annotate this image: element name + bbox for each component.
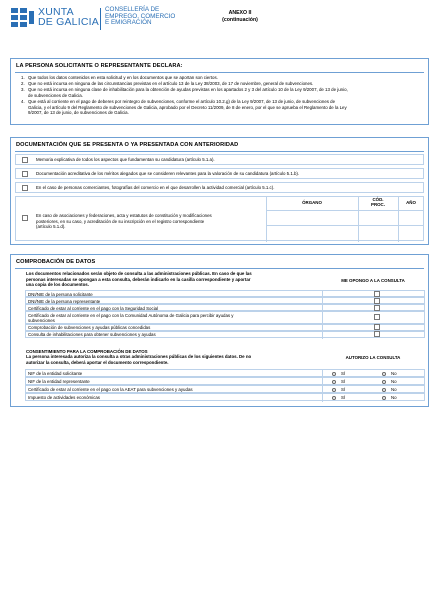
consent-yes-radio[interactable] <box>332 396 336 400</box>
consent-row-label: Impuesto de actividades económicas <box>28 395 100 400</box>
authorize-header: AUTORIZO LA CONSULTA <box>345 355 401 360</box>
declaration-item-number: 2. <box>21 81 25 87</box>
intro-line3: una copia de los documentos. <box>26 282 89 288</box>
oppose-row-label: Certificado de estar al corriente en el pago con la Seguridad Social <box>28 305 159 311</box>
intro-line2: personas interesadas se opongan a esta consulta, deberán indicarlo en la casilla correspondiente y aportar <box>26 276 251 282</box>
oppose-row-label: DNI/NIE de la persona solicitante <box>28 291 93 297</box>
consent-row <box>25 377 425 385</box>
consent-yes-label: SÍ <box>341 379 346 384</box>
consent-no-radio[interactable] <box>382 396 386 400</box>
doc-item-4 <box>36 213 212 230</box>
department-name <box>105 7 175 27</box>
declaration-item-text: de subvenciones de Galicia. <box>28 92 83 98</box>
declaration-item-number: 1. <box>21 75 25 80</box>
consent-yes-label: SÍ <box>341 387 346 392</box>
col-organo: ÓRGANO <box>302 200 322 205</box>
doc-item-2: Documentación acreditativa de los méritos alegados que se consideren relevantes para la valoración de su candidatura (artículo 5.1.b). <box>36 171 300 176</box>
doc-item-4-line1: En caso de asociaciones y federaciones, acta y estatutos de constitución y modificaciones <box>36 213 212 218</box>
consent-intro <box>26 354 316 365</box>
consent-yes-radio[interactable] <box>332 372 336 376</box>
oppose-row <box>25 324 425 331</box>
declaration-item-number: 3. <box>21 87 25 93</box>
declaration-item-text: Galicia, y el artículo 9 del Reglamento de subvenciones de Galicia, aprobado por el Decreto 11/2009, de 8 de enero, por el que se aprueba el Reglamento de la Ley <box>28 104 347 110</box>
col-cod-proc-line1: CÓD. <box>372 197 384 202</box>
data-check-intro <box>26 271 316 288</box>
declaration-item-text: Que no está incursa en ninguna clase de inhabilitación para la obtención de ayudas previstas en los apartados 2 y 3 del artículo 10 de la Ley 9/2007, de 13 de junio, <box>28 87 348 93</box>
logo-line2: DE GALICIA <box>38 16 99 28</box>
data-check-title: COMPROBACIÓN DE DATOS <box>16 259 96 265</box>
consent-row <box>25 385 425 393</box>
dept-line1: CONSELLERÍA DE <box>105 6 160 13</box>
data-check-section <box>10 254 429 407</box>
oppose-checkbox[interactable] <box>374 298 380 304</box>
dept-line2: EMPREGO, COMERCIO <box>105 12 176 20</box>
oppose-row-label: subvenciones <box>28 318 55 324</box>
xunta-logo-icon <box>10 7 36 29</box>
consent-yes-label: SÍ <box>341 371 346 376</box>
documentation-section <box>10 137 429 245</box>
col-ano: AÑO <box>406 200 416 205</box>
col-cod-proc <box>358 197 398 207</box>
doc-row-2 <box>15 168 424 179</box>
consent-intro-line2: autorizar la consulta, deberá aportar el documento correspondiente. <box>26 359 169 365</box>
dept-line3: E EMIGRACIÓN <box>105 19 152 27</box>
oppose-row <box>25 290 425 297</box>
oppose-row-label: Consulta de inhabilitaciones para obtener subvenciones y ayudas <box>28 332 156 337</box>
oppose-row-label: Certificado de estar al corriente en el pago con la Comunidad Autónoma de Galicia para percibir ayudas y <box>28 312 234 318</box>
consent-row-label: NIF de la entidad solicitante <box>28 371 83 376</box>
declaration-item-text: Que está al corriente en el pago de deberes por reintegro de subvenciones, conforme el artículo 10.2.g) de la Ley 9/2007, de 13 de junio, de subvenciones de <box>28 99 336 105</box>
consent-no-label: No <box>391 395 397 400</box>
consent-no-label: No <box>391 379 397 384</box>
consent-no-radio[interactable] <box>382 388 386 392</box>
doc-checkbox-2[interactable] <box>22 171 28 177</box>
oppose-header: ME OPONGO A LA CONSULTA <box>341 278 405 283</box>
consent-yes-label: SÍ <box>341 395 346 400</box>
consent-no-radio[interactable] <box>382 372 386 376</box>
consent-yes-radio[interactable] <box>332 380 336 384</box>
consent-title: CONSENTIMIENTO PARA LA COMPROBACIÓN DE DATOS <box>26 349 148 354</box>
oppose-row <box>25 297 425 304</box>
oppose-row <box>25 311 425 324</box>
logo-line1: XUNTA <box>38 6 74 18</box>
declaration-item-text: Que no está incursa en ninguna de las circunstancias previstas en el artículo 13 de la Ley 38/2003, de 17 de noviembre, general de subvenciones. <box>28 81 314 87</box>
oppose-row <box>25 304 425 311</box>
doc-checkbox-1[interactable] <box>22 157 28 163</box>
consent-row-label: NIF de la entidad representante <box>28 379 90 384</box>
consent-no-label: No <box>391 387 397 392</box>
doc-item-4-line3: (artículo 5.1.d). <box>36 224 66 230</box>
annex-title: ANEXO II <box>228 10 252 16</box>
oppose-row-label: DNI/NIE de la persona representante <box>28 298 101 304</box>
declaration-item-text: 9/2007, de 13 de junio, de subvenciones de Galicia. <box>28 110 129 116</box>
oppose-checkbox[interactable] <box>374 324 380 330</box>
oppose-checkbox[interactable] <box>374 314 380 320</box>
doc-row-1 <box>15 154 424 165</box>
oppose-checkbox[interactable] <box>374 305 380 311</box>
declaration-section <box>10 58 429 125</box>
doc-row-3 <box>15 182 424 193</box>
logo-divider <box>100 8 101 30</box>
consent-row <box>25 393 425 401</box>
declaration-item-text: Que todos los datos contenidos en esta solicitud y en los documentos que se aportan son ciertos. <box>28 75 218 80</box>
documentation-title: DOCUMENTACIÓN QUE SE PRESENTA O YA PRESENTADA CON ANTERIORIDAD <box>16 142 239 148</box>
consent-no-label: No <box>391 371 397 376</box>
doc-row-4 <box>15 196 424 241</box>
consent-row <box>25 369 425 377</box>
doc-item-1: Memoria explicativa de todos los aspectos que fundamentan su candidatura (artículo 5.1.a). <box>36 157 215 162</box>
consent-row-label: Certificado de estar al corriente en el pago con la AEAT para subvenciones y ayudas <box>28 387 193 392</box>
doc-item-3: En el caso de personas comerciantes, fotografías del comercio en el que desarrollen la actividad comercial (artículo 5.1.c). <box>36 185 275 190</box>
annex-label <box>210 10 270 24</box>
logo-wordmark <box>38 7 99 27</box>
oppose-checkbox[interactable] <box>374 291 380 297</box>
intro-line1: Los documentos relacionados serán objeto de consulta a las administraciones públicas. En caso de que las <box>26 271 252 276</box>
consent-yes-radio[interactable] <box>332 388 336 392</box>
consent-no-radio[interactable] <box>382 380 386 384</box>
oppose-row <box>25 331 425 338</box>
col-cod-proc-line2: PROC. <box>371 202 385 207</box>
doc-checkbox-3[interactable] <box>22 185 28 191</box>
declaration-title: LA PERSONA SOLICITANTE O REPRESENTANTE DECLARA: <box>16 63 183 69</box>
annex-subtitle: (continuación) <box>222 17 258 23</box>
oppose-checkbox[interactable] <box>374 331 380 337</box>
declaration-item-number: 4. <box>21 99 25 105</box>
oppose-row-label: Comprobación de subvenciones y ayudas públicas concedidas <box>28 325 151 330</box>
consent-intro-line1: La persona interesada autoriza la consulta a otras administraciones públicas de los siguientes datos. De no <box>26 354 252 359</box>
doc-checkbox-4[interactable] <box>22 215 28 221</box>
doc-item-4-line2: posteriores, en su caso, y acreditación de su inscripción en el registro correspondiente <box>36 218 205 224</box>
